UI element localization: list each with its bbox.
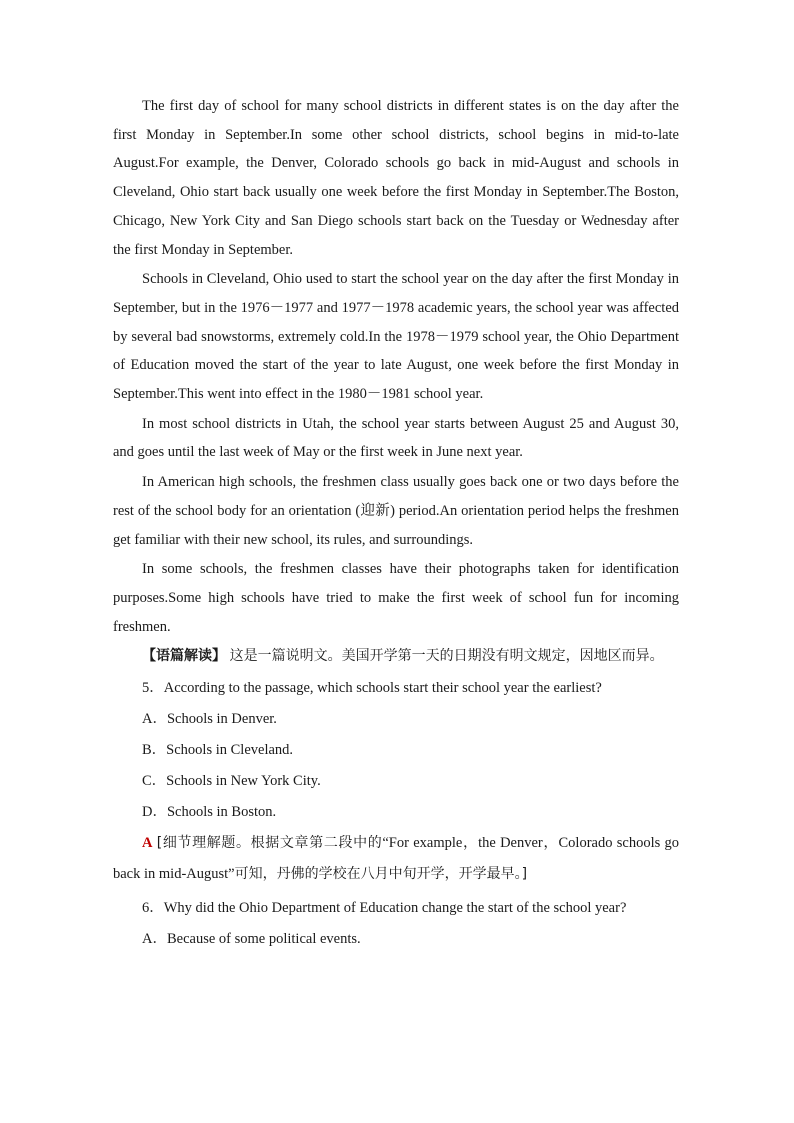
question-5-option-d: D．Schools in Boston. <box>142 804 277 821</box>
question-5-stem: 5．According to the passage, which schools start their school year the earliest? <box>142 680 602 697</box>
explanation-part-1: [细节理解题。根据文章第二段中的 <box>156 835 383 852</box>
passage-paragraph-4: In American high schools, the freshmen class usually goes back one or two days before the rest of the school body for an orientation (迎新) period.An orientation period helps the freshmen get familiar with their new school, its rules, and surroundings. <box>113 474 679 548</box>
analysis-tag: 【语篇解读】 <box>142 648 226 665</box>
passage-analysis <box>113 642 679 670</box>
passage-paragraph-5: In some schools, the freshmen classes have their photographs taken for identification purposes.Some high schools have tried to make the first week of school fun for incoming freshmen. <box>113 561 679 635</box>
passage-paragraph-1: The first day of school for many school districts in different states is on the day after the first Monday in September.In some other school districts, school begins in mid-to-late August.For example, the Denver, Colorado schools go back in mid-August and schools in Cleveland, Ohio start back usually one week before the first Monday in September.The Boston, Chicago, New York City and San Diego schools start back on the Tuesday or Wednesday after the first Monday in September. <box>113 98 679 258</box>
passage-paragraph-2: Schools in Cleveland, Ohio used to start the school year on the day after the first Monday in September, but in the 1976－1977 and 1977－1978 academic years, the school year was affected by several bad snowstorms, extremely cold.In the 1978－1979 school year, the Ohio Department of Education moved the start of the year to late August, one week before the first Monday in September.This went into effect in the 1980－1981 school year. <box>113 271 679 403</box>
question-5-option-a: A．Schools in Denver. <box>142 711 277 728</box>
question-5-answer <box>113 828 679 890</box>
passage-paragraph-3: In most school districts in Utah, the school year starts between August 25 and August 30, and goes until the last week of May or the first week in June next year. <box>113 415 679 461</box>
explanation-quote: “For example，the Denver，Colorado schools go back in mid-August” <box>113 835 679 883</box>
question-6-option-a: A．Because of some political events. <box>142 931 361 948</box>
question-6-stem: 6．Why did the Ohio Department of Education change the start of the school year? <box>142 900 627 917</box>
explanation-part-2: 可知，丹佛的学校在八月中旬开学，开学最早。] <box>234 866 528 883</box>
document-page <box>113 92 679 955</box>
analysis-text: 这是一篇说明文。美国开学第一天的日期没有明文规定，因地区而异。 <box>229 648 664 665</box>
answer-letter: A <box>142 835 153 852</box>
question-5-option-c: C．Schools in New York City. <box>142 773 321 790</box>
question-5-option-b: B．Schools in Cleveland. <box>142 742 294 759</box>
